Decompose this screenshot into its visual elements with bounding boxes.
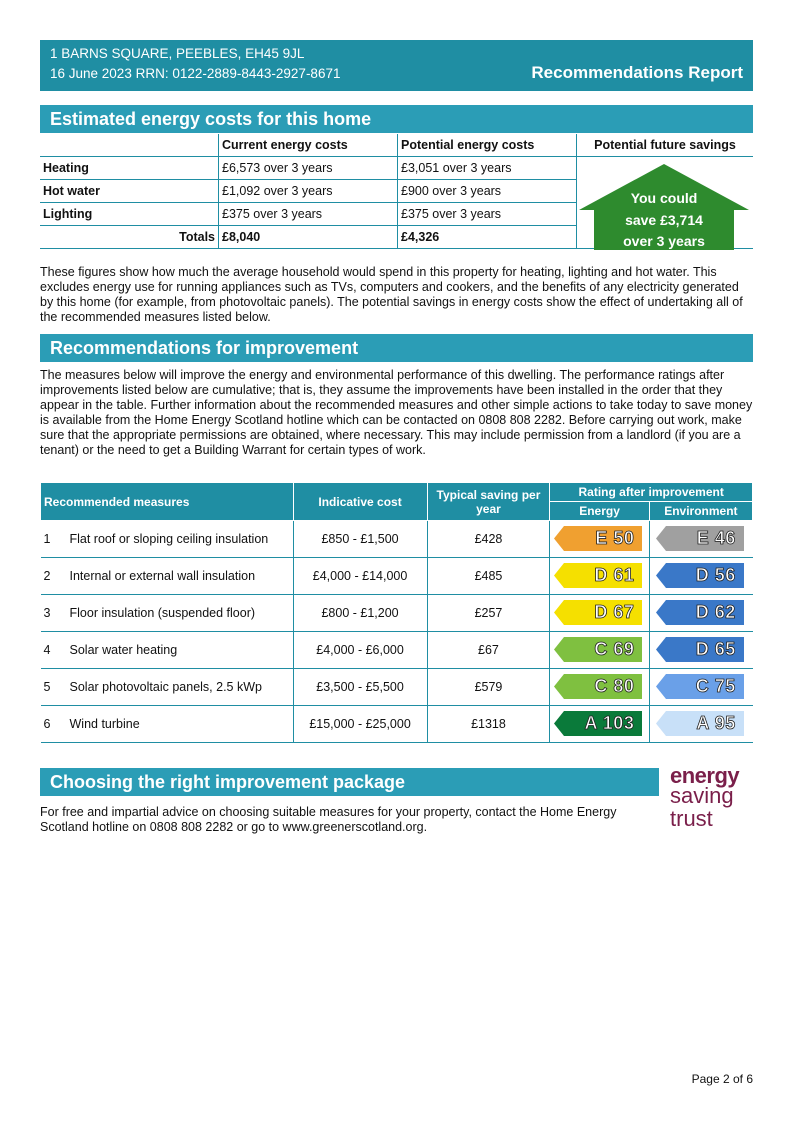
measure-cell [41, 558, 294, 595]
total-current: £8,040 [219, 226, 398, 249]
measure-number: 1 [43, 532, 51, 546]
measure-cost: £800 - £1,200 [293, 595, 427, 632]
energy-rating-text: A 103 [584, 713, 635, 733]
col-rating: Rating after improvement [550, 483, 753, 502]
measure-name: Internal or external wall insulation [69, 569, 256, 583]
col-future-savings: Potential future savings [577, 134, 754, 157]
savings-line1: You could [630, 190, 698, 206]
measure-number: 2 [43, 569, 51, 583]
current-cost: £1,092 over 3 years [219, 180, 398, 203]
package-heading: Choosing the right improvement package [40, 768, 659, 796]
measure-row [41, 558, 753, 595]
energy-rating-text: D 61 [594, 565, 635, 585]
measure-name: Wind turbine [69, 717, 140, 731]
env-rating-badge [656, 711, 744, 736]
date-rrn: 16 June 2023 RRN: 0122-2889-8443-2927-8671 [50, 66, 341, 81]
energy-rating-badge [554, 637, 642, 662]
energy-rating-text: E 50 [595, 528, 635, 548]
measure-name: Solar photovoltaic panels, 2.5 kWp [69, 680, 262, 694]
recommendations-heading: Recommendations for improvement [40, 334, 753, 362]
row-label: Lighting [40, 203, 219, 226]
savings-house [579, 164, 749, 250]
env-rating-badge [656, 637, 744, 662]
measure-row [41, 669, 753, 706]
logo-saving: saving [670, 783, 734, 808]
row-label: Hot water [40, 180, 219, 203]
logo-trust: trust [670, 806, 713, 831]
energy-saving-trust-logo: energy [670, 763, 740, 788]
measure-cell [41, 521, 294, 558]
page-number: Page 2 of 6 [691, 1072, 753, 1086]
energy-rating-badge [554, 563, 642, 588]
report-header [40, 40, 753, 91]
env-rating-text: D 56 [695, 565, 736, 585]
env-rating-cell [649, 632, 752, 669]
measure-row [41, 706, 753, 743]
package-text: For free and impartial advice on choosing suitable measures for your property, contact the Home Energy Scotland hotline on 0808 808 2282 or go to www.greenerscotland.org. [40, 805, 617, 834]
energy-rating-badge [554, 600, 642, 625]
measure-cell [41, 706, 294, 743]
savings-line2: save £3,714 [625, 212, 703, 228]
potential-cost: £375 over 3 years [398, 203, 577, 226]
env-rating-badge [656, 563, 744, 588]
env-rating-cell [649, 521, 752, 558]
costs-note: These figures show how much the average household would spend in this property for heating, lighting and hot water. This excludes energy use for running appliances such as TVs, computers and cookers, and the benefits of any electricity generated by this home (for example, from photovoltaic panels). The potential savings in energy costs show the effect of undertaking all of the recommended measures listed below. [40, 265, 743, 324]
energy-rating-cell [550, 521, 649, 558]
measure-row [41, 632, 753, 669]
measure-number: 5 [43, 680, 51, 694]
current-cost: £6,573 over 3 years [219, 157, 398, 180]
env-rating-text: D 65 [695, 639, 736, 659]
energy-rating-cell [550, 595, 649, 632]
energy-rating-badge [554, 711, 642, 736]
measure-saving: £1318 [427, 706, 550, 743]
energy-rating-cell [550, 632, 649, 669]
measure-saving: £257 [427, 595, 550, 632]
measure-name: Solar water heating [69, 643, 178, 657]
energy-rating-text: C 80 [594, 676, 635, 696]
energy-rating-badge [554, 526, 642, 551]
measure-saving: £67 [427, 632, 550, 669]
total-potential: £4,326 [398, 226, 577, 249]
measure-name: Floor insulation (suspended floor) [69, 606, 256, 620]
measure-row [41, 595, 753, 632]
current-cost: £375 over 3 years [219, 203, 398, 226]
measure-name: Flat roof or sloping ceiling insulation [69, 532, 269, 546]
energy-costs-heading: Estimated energy costs for this home [40, 105, 753, 133]
energy-rating-badge [554, 674, 642, 699]
energy-rating-text: C 69 [594, 639, 635, 659]
energy-rating-text: D 67 [594, 602, 635, 622]
col-cost: Indicative cost [293, 483, 427, 521]
row-label: Heating [40, 157, 219, 180]
env-rating-text: C 75 [695, 676, 736, 696]
energy-rating-cell [550, 558, 649, 595]
measure-cost: £3,500 - £5,500 [293, 669, 427, 706]
measure-saving: £485 [427, 558, 550, 595]
measure-cost: £4,000 - £6,000 [293, 632, 427, 669]
env-rating-cell [649, 558, 752, 595]
measure-cell [41, 669, 294, 706]
env-rating-cell [649, 595, 752, 632]
energy-rating-cell [550, 669, 649, 706]
totals-label: Totals [40, 226, 219, 249]
measure-cell [41, 595, 294, 632]
env-rating-text: E 46 [696, 528, 736, 548]
measure-row [41, 521, 753, 558]
measure-cost: £850 - £1,500 [293, 521, 427, 558]
measure-cell [41, 632, 294, 669]
energy-rating-cell [550, 706, 649, 743]
property-address: 1 BARNS SQUARE, PEEBLES, EH45 9JL [50, 46, 305, 61]
col-current-costs: Current energy costs [219, 134, 398, 157]
env-rating-text: D 62 [695, 602, 736, 622]
env-rating-cell [649, 669, 752, 706]
col-energy: Energy [550, 502, 649, 521]
col-measures: Recommended measures [41, 483, 294, 521]
env-rating-text: A 95 [696, 713, 736, 733]
col-saving: Typical saving per year [427, 483, 550, 521]
col-potential-costs: Potential energy costs [398, 134, 577, 157]
measures-table [40, 482, 753, 743]
measure-number: 4 [43, 643, 51, 657]
env-rating-badge [656, 600, 744, 625]
report-title: Recommendations Report [531, 63, 743, 82]
recommendations-intro: The measures below will improve the energy and environmental performance of this dwelling. The performance ratings after improvements listed below are cumulative; that is, they assume the improvements have been installed in the order that they appear in the table. Further information about the recommended measures and other simple actions to take today to save money is available from the Home Energy Scotland hotline which can be contacted on 0808 808 2282. Before carrying out work, make sure that the appropriate permissions are obtained, where necessary. This may include permission from a landlord (if you are a tenant) or the need to get a Building Warrant for certain types of work. [40, 368, 753, 457]
col-environment: Environment [649, 502, 752, 521]
measure-cost: £15,000 - £25,000 [293, 706, 427, 743]
measure-cost: £4,000 - £14,000 [293, 558, 427, 595]
measure-saving: £579 [427, 669, 550, 706]
env-rating-badge [656, 526, 744, 551]
potential-cost: £900 over 3 years [398, 180, 577, 203]
potential-cost: £3,051 over 3 years [398, 157, 577, 180]
savings-line3: over 3 years [623, 233, 705, 249]
blank-header [40, 134, 219, 157]
measure-number: 3 [43, 606, 51, 620]
measure-saving: £428 [427, 521, 550, 558]
measure-number: 6 [43, 717, 51, 731]
env-rating-badge [656, 674, 744, 699]
env-rating-cell [649, 706, 752, 743]
